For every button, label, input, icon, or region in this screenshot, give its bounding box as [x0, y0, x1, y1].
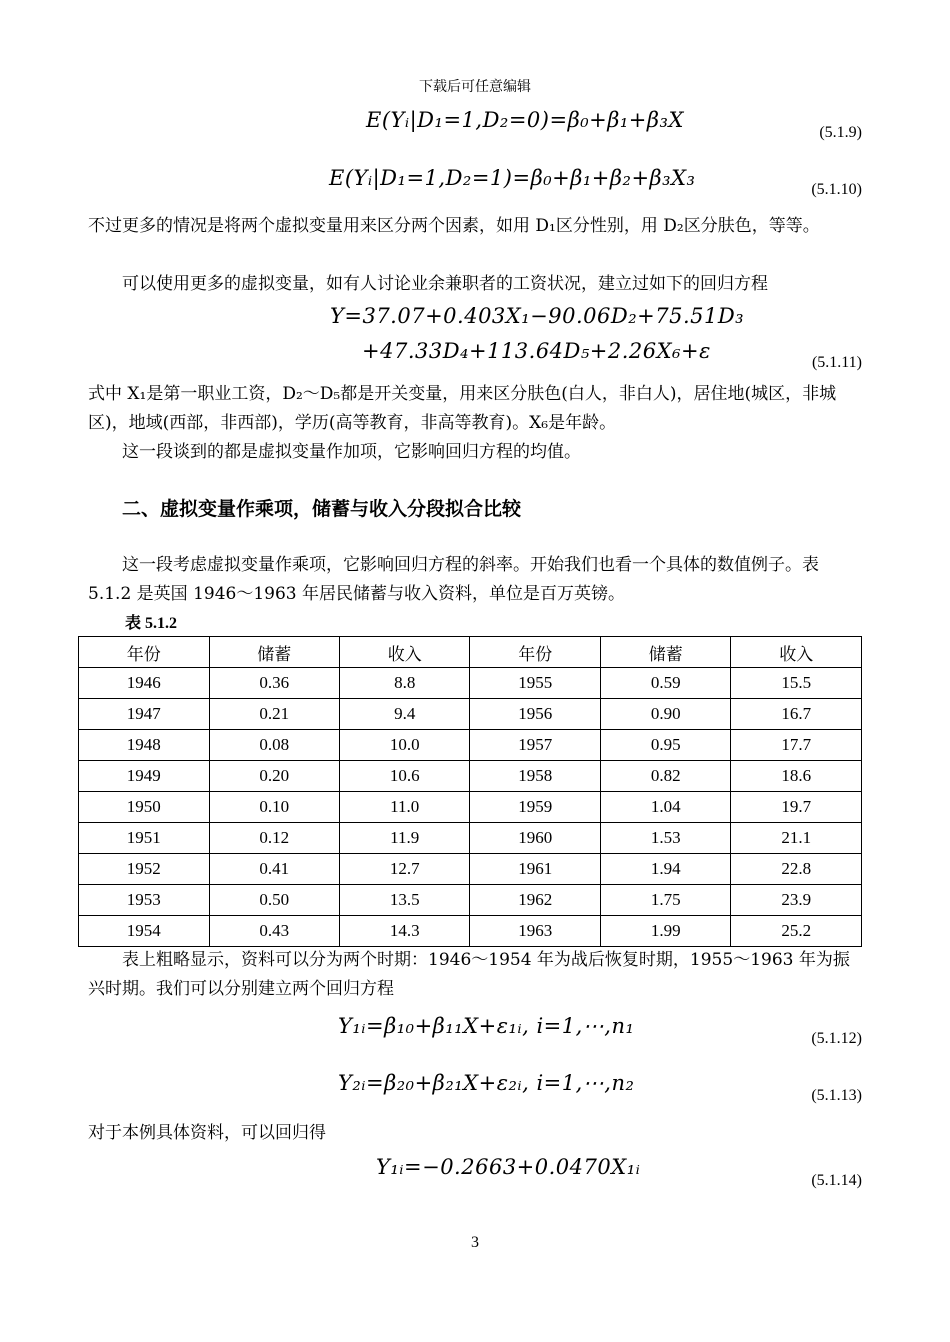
table-row — [79, 761, 862, 792]
equation-number: (5.1.14) — [811, 1172, 862, 1189]
table-row — [79, 854, 862, 885]
equation-5-1-10: E(Yᵢ|D₁=1,D₂=1)=β₀+β₁+β₂+β₃X₃ — [329, 166, 696, 190]
table-cell: 21.1 — [731, 823, 862, 854]
table-header-row — [79, 637, 862, 668]
equation-number: (5.1.9) — [819, 124, 862, 141]
table-header-cell: 储蓄 — [209, 637, 339, 668]
table-cell: 10.0 — [339, 730, 469, 761]
paragraph: 表上粗略显示，资料可以分为两个时期：1946～1954 年为战后恢复时期，1955～1963 年为振兴时期。我们可以分别建立两个回归方程 — [88, 950, 850, 999]
table-cell: 0.50 — [209, 885, 339, 916]
table-cell: 23.9 — [731, 885, 862, 916]
table-cell: 12.7 — [339, 854, 469, 885]
equation-5-1-14: Y₁ᵢ=−0.2663+0.0470X₁ᵢ — [376, 1155, 641, 1179]
paragraph: 不过更多的情况是将两个虚拟变量用来区分两个因素，如用 D₁区分性别，用 D₂区分肤色，等等。 — [88, 216, 820, 236]
equation-number: (5.1.10) — [811, 181, 862, 198]
equation-5-1-12: Y₁ᵢ=β₁₀+β₁₁X+ε₁ᵢ, i=1,⋯,n₁ — [338, 1014, 635, 1038]
page-number: 3 — [471, 1234, 479, 1251]
paragraph: 可以使用更多的虚拟变量，如有人讨论业余兼职者的工资状况，建立过如下的回归方程 — [122, 274, 768, 294]
table-cell: 1956 — [470, 699, 601, 730]
table-cell: 0.59 — [600, 668, 730, 699]
table-cell: 10.6 — [339, 761, 469, 792]
table-header-cell: 储蓄 — [600, 637, 730, 668]
table-row — [79, 792, 862, 823]
table-row — [79, 730, 862, 761]
table-cell: 0.43 — [209, 916, 339, 947]
table-row — [79, 885, 862, 916]
table-cell: 0.95 — [600, 730, 730, 761]
table-cell: 1952 — [79, 854, 210, 885]
paragraph: 这一段谈到的都是虚拟变量作加项，它影响回归方程的均值。 — [122, 442, 581, 462]
table-cell: 1963 — [470, 916, 601, 947]
table-row — [79, 668, 862, 699]
table-header-cell: 年份 — [470, 637, 601, 668]
table-cell: 1948 — [79, 730, 210, 761]
table-header-cell: 年份 — [79, 637, 210, 668]
table-cell: 11.9 — [339, 823, 469, 854]
table-cell: 0.90 — [600, 699, 730, 730]
table-cell: 1949 — [79, 761, 210, 792]
table-row — [79, 916, 862, 947]
table-row — [79, 823, 862, 854]
table-caption: 表 5.1.2 — [125, 615, 178, 632]
page-header: 下载后可任意编辑 — [419, 79, 531, 95]
table-cell: 0.20 — [209, 761, 339, 792]
table-cell: 0.36 — [209, 668, 339, 699]
equation-5-1-11-line1: Y=37.07+0.403X₁−90.06D₂+75.51D₃ — [330, 304, 745, 328]
equation-number: (5.1.13) — [811, 1087, 862, 1104]
table-cell: 1947 — [79, 699, 210, 730]
paragraph: 对于本例具体资料，可以回归得 — [88, 1123, 326, 1143]
table-cell: 0.12 — [209, 823, 339, 854]
table-cell: 16.7 — [731, 699, 862, 730]
table-cell: 0.10 — [209, 792, 339, 823]
section-heading: 二、虚拟变量作乘项，储蓄与收入分段拟合比较 — [122, 498, 522, 520]
table-cell: 11.0 — [339, 792, 469, 823]
table-cell: 0.82 — [600, 761, 730, 792]
table-cell: 1.04 — [600, 792, 730, 823]
table-cell: 1957 — [470, 730, 601, 761]
table-cell: 1960 — [470, 823, 601, 854]
table-cell: 1955 — [470, 668, 601, 699]
table-row — [79, 699, 862, 730]
table-header-cell: 收入 — [731, 637, 862, 668]
table-cell: 0.41 — [209, 854, 339, 885]
table-cell: 18.6 — [731, 761, 862, 792]
table-cell: 8.8 — [339, 668, 469, 699]
table-cell: 17.7 — [731, 730, 862, 761]
paragraph: 这一段考虑虚拟变量作乘项，它影响回归方程的斜率。开始我们也看一个具体的数值例子。表 5.1.2 是英国 1946～1963 年居民储蓄与收入资料，单位是百万英镑。 — [88, 555, 819, 604]
table-cell: 15.5 — [731, 668, 862, 699]
table-cell: 0.21 — [209, 699, 339, 730]
paragraph: 式中 X₁是第一职业工资，D₂～D₅都是开关变量，用来区分肤色(白人，非白人)，居住地(城区，非城区)，地域(西部，非西部)，学历(高等教育，非高等教育)。X₆是年龄。 — [88, 384, 837, 433]
table-cell: 13.5 — [339, 885, 469, 916]
table-cell: 25.2 — [731, 916, 862, 947]
equation-5-1-13: Y₂ᵢ=β₂₀+β₂₁X+ε₂ᵢ, i=1,⋯,n₂ — [338, 1071, 635, 1095]
table-header-cell: 收入 — [339, 637, 469, 668]
equation-number: (5.1.12) — [811, 1030, 862, 1047]
table-cell: 1.53 — [600, 823, 730, 854]
table-cell: 1.99 — [600, 916, 730, 947]
table-cell: 0.08 — [209, 730, 339, 761]
table-cell: 1961 — [470, 854, 601, 885]
equation-5-1-11-line2: +47.33D₄+113.64D₅+2.26X₆+ε — [362, 339, 711, 363]
table-cell: 1953 — [79, 885, 210, 916]
equation-5-1-9: E(Yᵢ|D₁=1,D₂=0)=β₀+β₁+β₃X — [366, 108, 684, 132]
table-cell: 22.8 — [731, 854, 862, 885]
table-cell: 1950 — [79, 792, 210, 823]
table-cell: 14.3 — [339, 916, 469, 947]
table-cell: 1.94 — [600, 854, 730, 885]
table-cell: 19.7 — [731, 792, 862, 823]
table-cell: 1951 — [79, 823, 210, 854]
equation-number: (5.1.11) — [811, 354, 862, 371]
table-cell: 1958 — [470, 761, 601, 792]
table-cell: 9.4 — [339, 699, 469, 730]
table-cell: 1962 — [470, 885, 601, 916]
table-cell: 1954 — [79, 916, 210, 947]
table-cell: 1.75 — [600, 885, 730, 916]
table-cell: 1946 — [79, 668, 210, 699]
data-table — [78, 636, 862, 947]
table-cell: 1959 — [470, 792, 601, 823]
